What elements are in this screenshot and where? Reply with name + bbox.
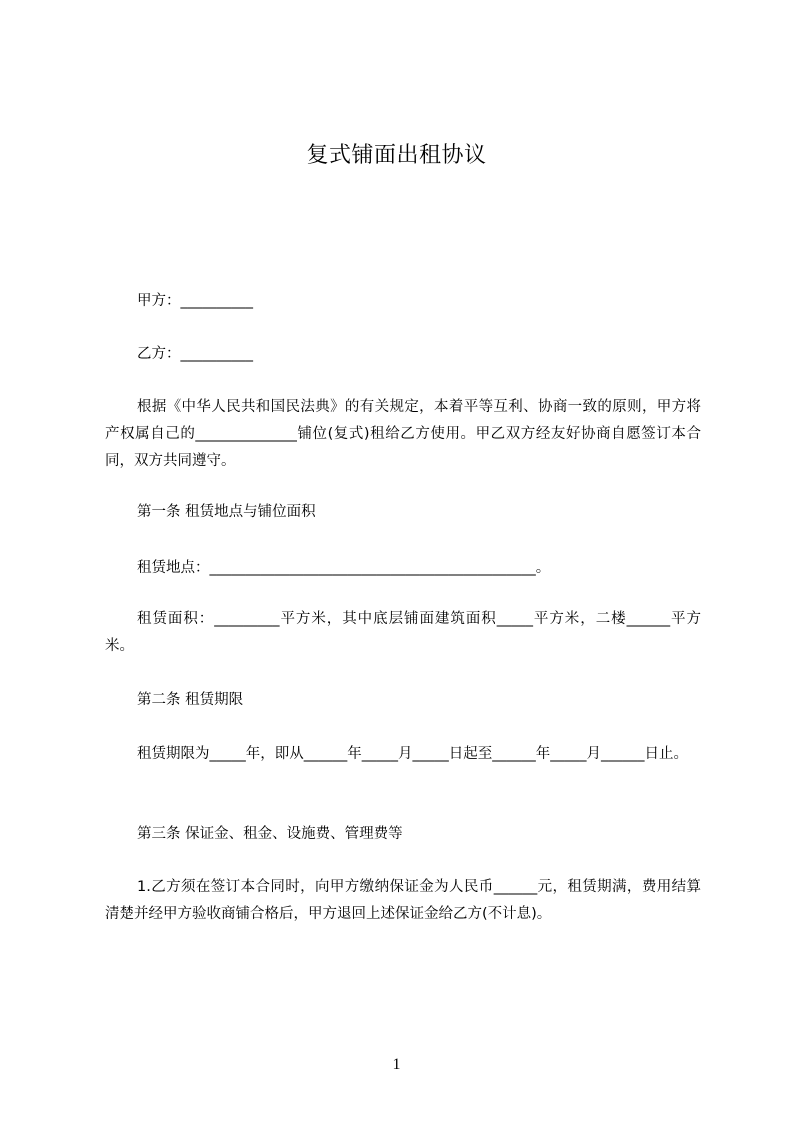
party-a-line: 甲方：__________ [137,293,253,309]
article-1-heading: 第一条 租赁地点与铺位面积 [137,504,316,520]
rental-area-paragraph: 租赁面积：_________平方米，其中底层铺面建筑面积_____平方米，二楼______平方米。 [105,611,701,654]
page-number: 1 [392,1056,401,1073]
party-b-line: 乙方：__________ [137,346,253,362]
document-title: 复式铺面出租协议 [306,143,487,168]
rental-location-line: 租赁地点：_____________________________________________。 [137,560,551,576]
article-2-heading: 第二条 租赁期限 [137,692,244,708]
intro-paragraph: 根据《中华人民共和国民法典》的有关规定，本着平等互利、协商一致的原则，甲方将产权属自己的______________铺位(复式)租给乙方使用。甲乙双方经友好协商自愿签订本合同，双方共同遵守。 [105,399,701,469]
deposit-clause: 1.乙方须在签订本合同时，向甲方缴纳保证金为人民币______元，租赁期满，费用结算清楚并经甲方验收商铺合格后，甲方退回上述保证金给乙方(不计息)。 [105,879,701,922]
rental-term-paragraph: 租赁期限为_____年，即从______年_____月_____日起至______年_____月______日止。 [137,746,688,762]
article-3-heading: 第三条 保证金、租金、设施费、管理费等 [137,826,403,842]
